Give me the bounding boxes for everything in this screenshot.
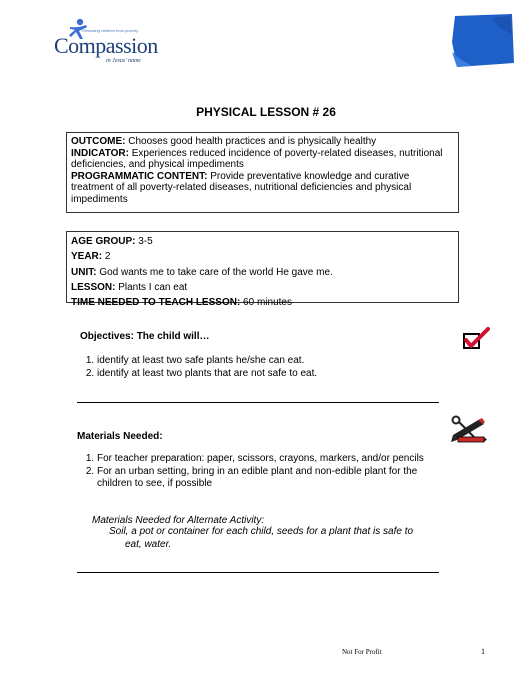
indicator-value: Experiences reduced incidence of poverty-related diseases, nutritional deficiencies, and physical impediments [71,147,443,170]
checkbox-check-icon [462,327,490,351]
blue-stamp-graphic [452,14,515,67]
content-line [71,171,454,206]
lesson-line [71,280,454,295]
compassion-logo [52,20,167,70]
indicator-line [71,148,454,171]
pencil-scissors-icon [450,415,488,445]
footer-text: Not For Profit [342,648,382,656]
objective-item: 2. identify at least two plants that are not safe to eat. [97,368,420,381]
unit-line [71,265,454,280]
lesson-info-box [66,231,459,309]
year-value: 2 [102,251,111,263]
age-value: 3-5 [135,236,153,247]
lesson-label: LESSON: [71,281,116,293]
logo-tagline: Releasing children from poverty [82,28,139,33]
alternate-materials-line1: Soil, a pot or container for each child, seeds for a plant that is safe to [109,526,414,537]
alternate-materials-text [109,526,435,551]
materials-list [80,453,430,491]
logo-name: Compassion [54,33,158,58]
year-label: YEAR: [71,251,103,263]
time-line [71,295,454,310]
section-divider [77,402,439,403]
content-value: Provide preventative knowledge and curative treatment of all poverty-related diseases, nutritional deficiencies and physical impediments [71,170,412,205]
objectives-heading: Objectives: The child will… [80,331,210,342]
age-label: AGE GROUP: [71,236,136,247]
unit-label: UNIT: [71,266,97,278]
page-title: PHYSICAL LESSON # 26 [196,105,336,119]
outcome-box [66,132,459,213]
time-label: TIME NEEDED TO TEACH LESSON: [71,297,241,309]
outcome-line [71,136,454,148]
material-item: 2. For an urban setting, bring in an edible plant and non-edible plant for the children to see, if possible [97,466,430,491]
page-number: 1 [481,647,485,656]
indicator-label: INDICATOR: [71,147,129,159]
materials-heading: Materials Needed: [77,431,163,442]
logo-subtitle: in Jesus' name [106,58,141,64]
alternate-materials-line2: eat, water. [125,538,172,550]
outcome-label: OUTCOME: [71,136,126,147]
alternate-materials-heading: Materials Needed for Alternate Activity: [92,515,265,526]
material-item: 1. For teacher preparation: paper, scissors, crayons, markers, and/or pencils [97,453,430,466]
objectives-list [80,355,420,380]
content-label: PROGRAMMATIC CONTENT: [71,170,208,182]
outcome-value: Chooses good health practices and is physically healthy [125,136,377,147]
time-value: 60 minutes [240,297,292,309]
lesson-value: Plants I can eat [115,281,188,293]
age-line [71,234,454,249]
section-divider [77,572,439,573]
year-line [71,249,454,264]
unit-value: God wants me to take care of the world He gave me. [96,266,333,278]
objective-item: 1. identify at least two safe plants he/she can eat. [97,355,420,368]
